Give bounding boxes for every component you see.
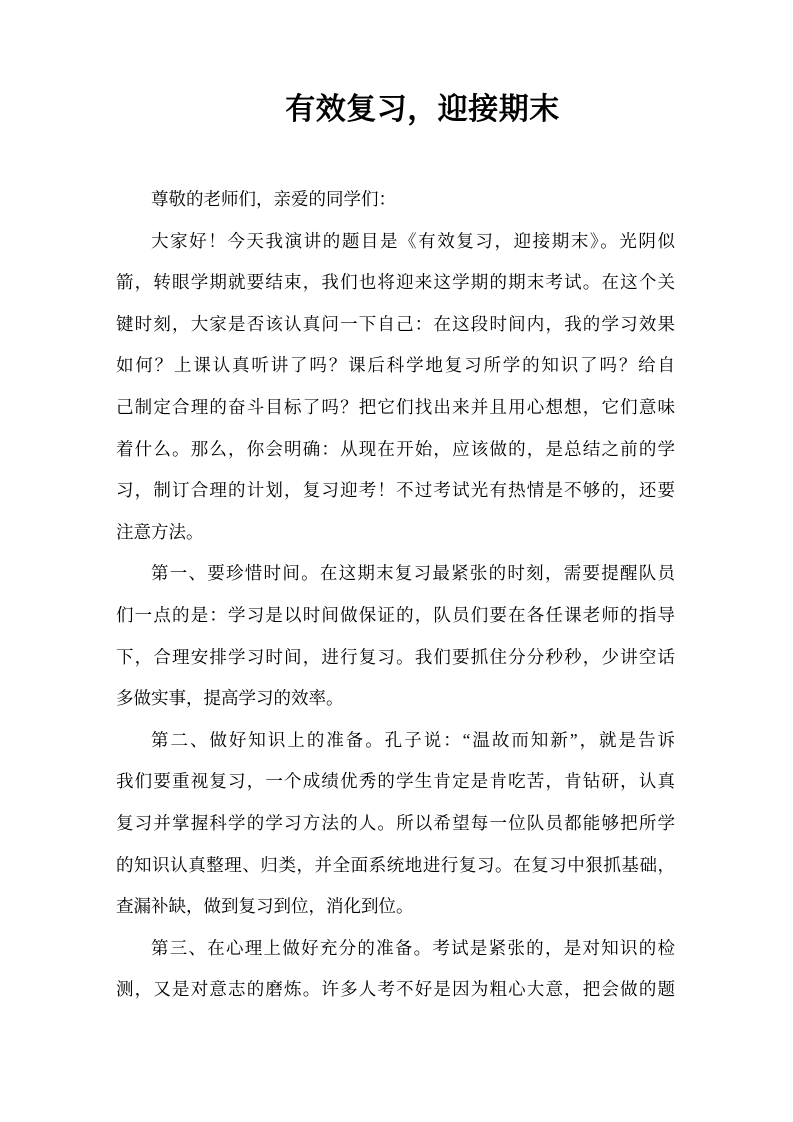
- text-line: 们一点的是：学习是以时间做保证的，队员们要在各任课老师的指导: [116, 604, 675, 625]
- document-title: 有效复习，迎接期末: [285, 93, 560, 126]
- text-line: 尊敬的老师们，亲爱的同学们：: [151, 189, 396, 209]
- text-line: 注意方法。: [116, 521, 204, 542]
- text-line: 第三、在心理上做好充分的准备。考试是紧张的，是对知识的检: [151, 937, 675, 958]
- document-body: [116, 179, 675, 1011]
- text-line: 着什么。那么，你会明确：从现在开始，应该做的，是总结之前的学: [116, 438, 675, 459]
- text-line: 第一、要珍惜时间。在这期末复习最紧张的时刻，需要提醒队员: [151, 563, 675, 584]
- text-line: 如何？上课认真听讲了吗？课后科学地复习所学的知识了吗？给自: [116, 355, 675, 376]
- text-line: 第二、做好知识上的准备。孔子说：“温故而知新”，就是告诉: [151, 729, 675, 750]
- text-line: 习，制订合理的计划，复习迎考！不过考试光有热情是不够的，还要: [116, 480, 675, 501]
- text-line: 测，又是对意志的磨炼。许多人考不好是因为粗心大意，把会做的题: [116, 979, 675, 1000]
- text-line: 下，合理安排学习时间，进行复习。我们要抓住分分秒秒，少讲空话: [116, 646, 675, 667]
- text-line: 多做实事，提高学习的效率。: [116, 688, 344, 709]
- text-line: 的知识认真整理、归类，并全面系统地进行复习。在复习中狠抓基础，: [116, 854, 675, 875]
- text-line: 箭，转眼学期就要结束，我们也将迎来这学期的期末考试。在这个关: [116, 272, 675, 293]
- text-line: 查漏补缺，做到复习到位，消化到位。: [116, 896, 414, 917]
- text-line: 己制定合理的奋斗目标了吗？把它们找出来并且用心想想，它们意味: [116, 396, 675, 417]
- text-line: 大家好！今天我演讲的题目是《有效复习，迎接期末》。光阴似: [151, 230, 675, 251]
- text-line: 复习并掌握科学的学习方法的人。所以希望每一位队员都能够把所学: [116, 812, 675, 833]
- text-line: 键时刻，大家是否该认真问一下自己：在这段时间内，我的学习效果: [116, 313, 675, 334]
- text-line: 我们要重视复习，一个成绩优秀的学生肯定是肯吃苦，肯钻研，认真: [116, 771, 675, 792]
